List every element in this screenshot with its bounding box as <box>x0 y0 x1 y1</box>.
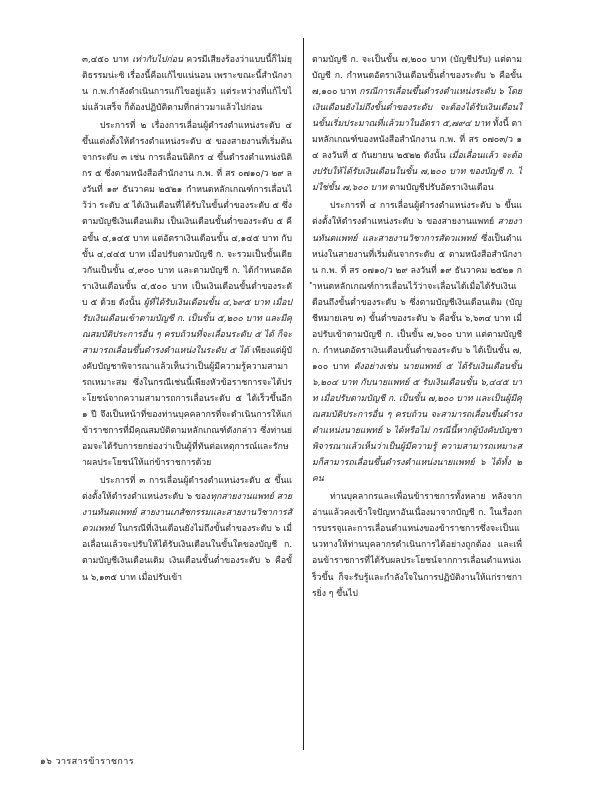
right-paragraph-2: ประการที่ ๔ การเลื่อนผู้ดำรงตำแหน่งระดับ ๖ ขึ้นแต่งตั้งให้ดำรงตำแหน่งระดับ ๖ ของสายงานแพทย์ สายงานทันตแพทย์ และสายงานวิชาการสัตวแพทย์ ซึ่งเป็นตำแหน่งในสายงานที่เริ่มต้นจากระดับ ๕ ตามหนังสือสำนักงาน ก.พ. ที่ สร ๐๗๑๐/ว ๒๙ ลงวันที่ ๑๙ ธันวาคม ๒๕๒๑ กำหนดหลักเกณฑ์การเลื่อนไว้ว่าจะเลื่อนได้เมื่อได้รับเงินเดือนถึงขั้นต่ำของระดับ ๖ ซึ่งตามบัญชีเงินเดือนเดิม (บัญชีหมายเลข ๓) ขั้นต่ำของระดับ ๖ คือขั้น ๖,๖๓๔ บาท เมื่อปรับเข้าตามบัญชี ก. เป็นขั้น ๗,๖๐๐ บาท แต่ตามบัญชี ก. กำหนดอัตราเงินเดือนขั้นต่ำของระดับ ๖ ได้เป็นขั้น ๗,๑๐๐ บาท ดังอย่างเช่น นายแพทย์ ๕ ได้รับเงินเดือนขั้น ๖,๒๐๔ บาท กับนายแพทย์ ๕ รับเงินเดือนขั้น ๖,๔๔๕ บาท เมื่อปรับตามบัญชี ก. เป็นขั้น ๗,๒๐๐ บาท และเป็นผู้มีคุณสมบัติประการอื่น ๆ ครบถ้วน จะสามารถเลื่อนขึ้นดำรงตำแหน่งนายแพทย์ ๖ ได้หรือไม่ กรณีนี้หากผู้บังคับบัญชาพิจารณาแล้วเห็นว่าเป็นผู้มีความรู้ ความสามารถเหมาะสมก็สามารถเลื่อนขึ้นดำรงตำแหน่งนายแพทย์ ๖ ได้ทั้ง ๒ คน <box>312 201 523 485</box>
left-paragraph-1: ๓,๔๕๐ บาท เท่ากับไปก่อน ควรมีเสียงร้องว่าแบบนี้ก็ไม่ยุติธรรมน่ะซิ เรื่องนี้คือแก้ไขแน่นอน เพราะขณะนี้สำนักงาน ก.พ.กำลังดำเนินการแก้ไขอยู่แล้ว แต่ระหว่างที่แก้ไขไม่แล้วเสร็จ ก็ต้องปฏิบัติตามที่กล่าวมาแล้วไปก่อน <box>82 55 292 114</box>
column-divider <box>303 38 304 750</box>
left-paragraph-3: ประการที่ ๓ การเลื่อนผู้ดำรงตำแหน่งระดับ ๕ ขึ้นแต่งตั้งให้ดำรงตำแหน่งระดับ ๖ ของทุกสายงานแพทย์ สายงานทันตแพทย์ สายงานเภสัชกรรมและสายงานวิชาการสัตวแพทย์ ในกรณีที่เงินเดือนยังไม่ถึงขั้นต่ำของระดับ ๖ เมื่อเลื่อนแล้วจะปรับให้ได้รับเงินเดือนในขั้นใดของบัญชี ก. ตามบัญชีเงินเดือนเดิม เงินเดือนขั้นต่ำของระดับ ๖ คือขั้น ๖,๑๓๕ บาท เมื่อปรับเข้า <box>82 476 292 583</box>
left-paragraph-2: ประการที่ ๒ เรื่องการเลื่อนผู้ดำรงตำแหน่งระดับ ๔ ขึ้นแต่งตั้งให้ดำรงตำแหน่งระดับ ๕ ของสายงานที่เริ่มต้นจากระดับ ๓ เช่น การเลื่อนนิติกร ๔ ขึ้นดำรงตำแหน่งนิติกร ๕ ซึ่งตามหนังสือสำนักงาน ก.พ. ที่ สร ๐๗๑๐/ว ๒๙ ลงวันที่ ๑๙ ธันวาคม ๒๕๒๑ กำหนดหลักเกณฑ์การเลื่อนไว้ว่า ระดับ ๕ ได้เงินเดือนที่ได้รับในขั้นต่ำของระดับ ๕ ซึ่งตามบัญชีเงินเดือนเดิม เป็นเงินเดือนขั้นต่ำของระดับ ๕ คือขั้น ๔,๑๔๕ บาท แต่อัตราเงินเดือนขั้น ๔,๑๔๕ บาท กับขั้น ๔,๔๔๕ บาท เมื่อปรับตามบัญชี ก. จะรวมเป็นขั้นเดียวกันเป็นขั้น ๔,๙๐๐ บาท และตามบัญชี ก. ได้กำหนดอัตราเงินเดือนขั้น ๔,๕๐๐ บาท เป็นเงินเดือนขั้นต่ำของระดับ ๕ ด้วย ดังนั้น ผู้ที่ได้รับเงินเดือนขั้น ๔,๖๙๕ บาท เมื่อปรับเงินเดือนเข้าตามบัญชี ก. เป็นขั้น ๕,๒๐๐ บาท และมีคุณสมบัติประการอื่น ๆ ครบถ้วนที่จะเลื่อนระดับ ๕ ได้ ก็จะสามารถเลื่อนขึ้นดำรงตำแหน่งในระดับ ๕ ได้ เพียงแต่ผู้บังคับบัญชาพิจารณาแล้วเห็นว่าเป็นผู้มีความรู้ความสามารถเหมาะสม ซึ่งในกรณีเช่นนี้เพียงหัวข้อราชการจะได้ประโยชน์จากความสามารถการเลื่อนระดับ ๕ ได้เร็วขึ้นอีก ๑ ปี จึงเป็นหน้าที่ของท่านบุคคลากรที่จะดำเนินการให้แก่ข้าราชการที่มีคุณสมบัติตามหลักเกณฑ์ดังกล่าว ซึ่งท่านย่อมจะได้รับการยกย่องว่าเป็นผู้ที่ทันต่อเหตุการณ์และรักษาผลประโยชน์ให้แก่ข้าราชการด้วย <box>82 121 292 469</box>
left-column <box>82 52 292 588</box>
page-footer: ๑๖ วารสารข้าราชการ <box>40 757 134 767</box>
right-paragraph-3: ท่านบุคลากรและเพื่อนข้าราชการทั้งหลาย หลังจากอ่านแล้วคงเข้าใจปัญหาอันเนื่องมาจากบัญชี ก. ในเรื่องการบรรจุและการเลื่อนตำแหน่งของข้าราชการซึ่งจะเป็นแนวทางให้ท่านบุคลากรดำเนินการได้อย่างถูกต้อง และเพื่อนข้าราชการที่ได้รับผลประโยชน์จากการเลื่อนตำแหน่งเร็วขึ้น ก็จะรับรู้และกำลังใจในการปฏิบัติงานให้แก่ราชการยิ่ง ๆ ขึ้นไป <box>312 492 522 599</box>
right-column <box>312 52 522 604</box>
right-paragraph-1: ตามบัญชี ก. จะเป็นขั้น ๗,๒๐๐ บาท (บัญชีปรับ) แต่ตามบัญชี ก. กำหนดอัตราเงินเดือนขั้นต่ำของระดับ ๖ คือขั้น ๗,๑๐๐ บาท กรณีการเลื่อนขึ้นดำรงตำแหน่งระดับ ๖ โดยเงินเดือนยังไม่ถึงขั้นต่ำของระดับ จะต้องได้รับเงินเดือนในขั้นเริ่มประมาณที่แล้วมาในอัตรา ๕,๗๙๔ บาท ทั้งนี้ ตามหลักเกณฑ์ของหนังสือสำนักงาน ก.พ. ที่ สร ๐๗๐๓/ว ๑๔ ลงวันที่ ๕ กันยายน ๒๕๒๒ ดังนั้น เมื่อเลื่อนแล้ว จะต้องปรับให้ได้รับเงินเดือนในขั้น ๗,๒๐๐ บาท ของบัญชี ก. ไม่ใช่ขั้น ๗,๖๐๐ บาท ตามบัญชีปรับอัตราเงินเดือน <box>312 55 522 194</box>
